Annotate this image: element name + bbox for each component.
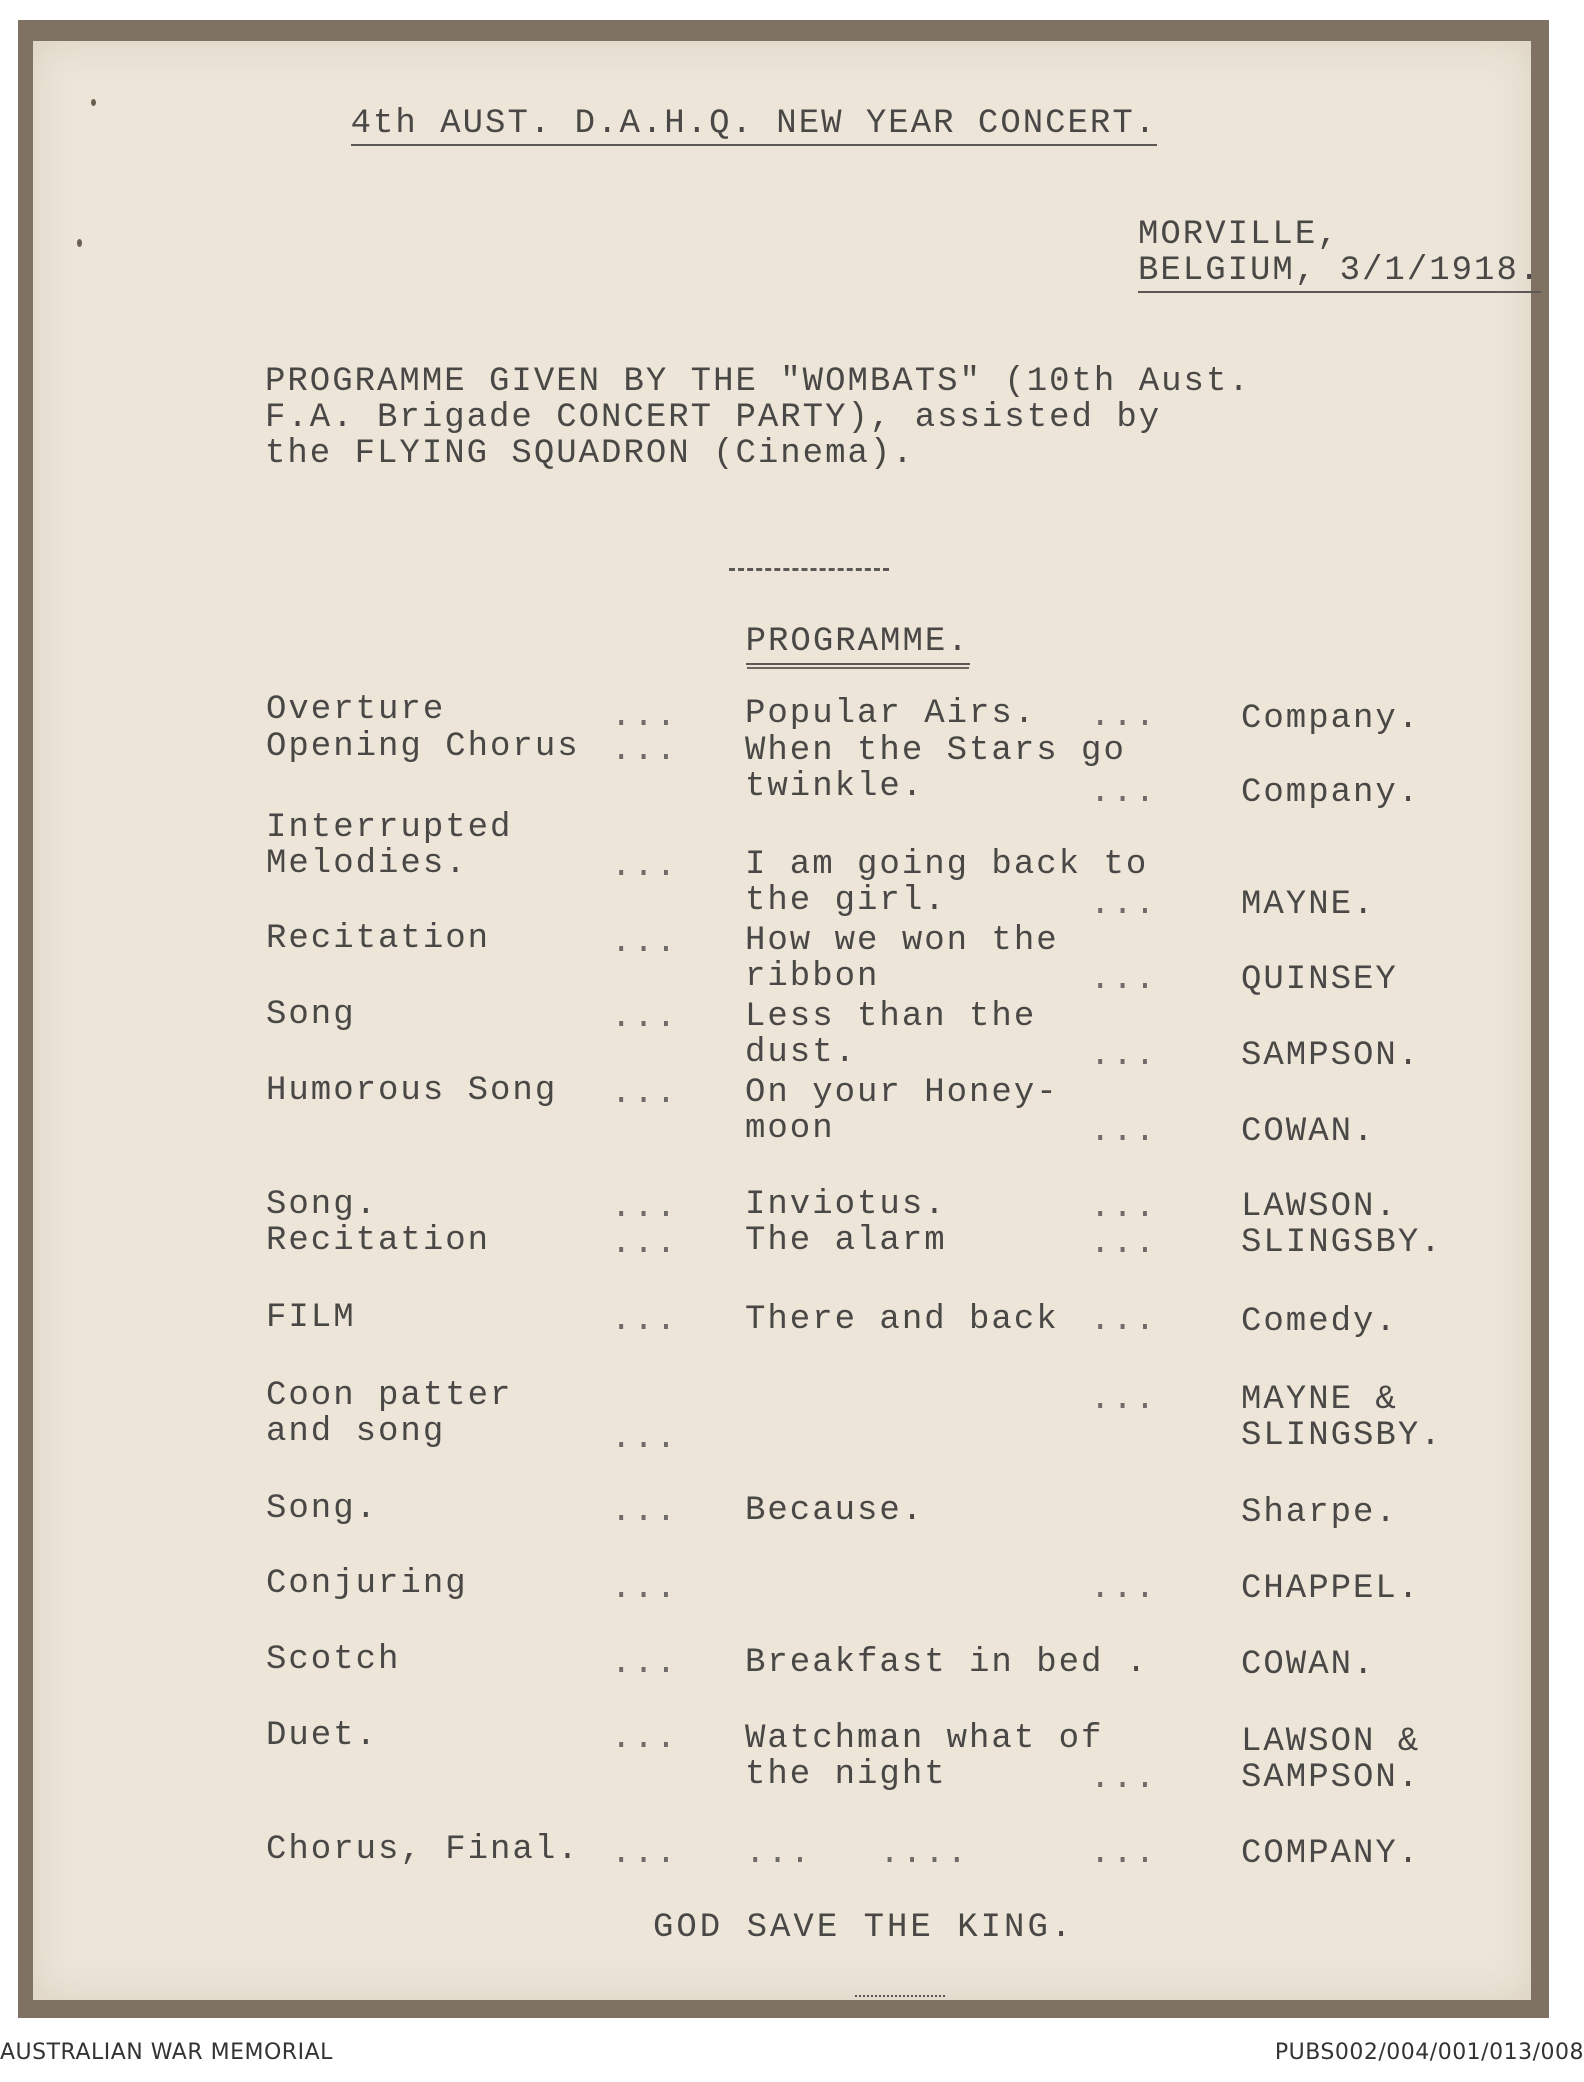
piece-title: When the Stars go xyxy=(745,732,1126,770)
place-line: MORVILLE, xyxy=(1138,216,1340,254)
piece-title: Popular Airs. xyxy=(745,695,1037,733)
leader-dots: ... xyxy=(1090,1760,1158,1798)
piece-title: ... .... xyxy=(745,1835,970,1873)
piece-title: On your Honey- xyxy=(745,1074,1059,1112)
piece-title: The alarm xyxy=(745,1222,947,1260)
item-name: FILM xyxy=(266,1299,356,1337)
performer: SAMPSON. xyxy=(1241,1759,1421,1797)
performer: LAWSON & xyxy=(1241,1723,1421,1761)
leader-dots: ... xyxy=(1090,1570,1158,1608)
intro-line-2: F.A. Brigade CONCERT PARTY), assisted by xyxy=(265,399,1162,437)
leader-dots: ... xyxy=(611,1189,679,1227)
piece-title: twinkle. xyxy=(745,768,925,806)
leader-dots: ... xyxy=(611,999,679,1037)
leader-dots: ... xyxy=(1090,698,1158,736)
leader-dots: ... xyxy=(611,1493,679,1531)
performer: LAWSON. xyxy=(1241,1188,1398,1226)
piece-title: moon xyxy=(745,1110,835,1148)
performer: COMPANY. xyxy=(1241,1835,1421,1873)
item-name: Scotch xyxy=(266,1641,401,1679)
leader-dots: ... xyxy=(1090,1225,1158,1263)
item-name: Humorous Song xyxy=(266,1072,558,1110)
performer: Company. xyxy=(1241,774,1421,812)
item-name: Song. xyxy=(266,1186,379,1224)
performer: COWAN. xyxy=(1241,1646,1376,1684)
intro-line-3: the FLYING SQUADRON (Cinema). xyxy=(265,435,915,473)
piece-title: Because. xyxy=(745,1492,925,1530)
item-name: and song xyxy=(266,1413,446,1451)
leader-dots: ... xyxy=(611,1835,679,1873)
concert-heading: 4th AUST. D.A.H.Q. NEW YEAR CONCERT. xyxy=(261,69,1157,180)
leader-dots: ... xyxy=(611,924,679,962)
leader-dots: ... xyxy=(1090,1302,1158,1340)
piece-title: dust. xyxy=(745,1034,858,1072)
leader-dots: ... xyxy=(1090,774,1158,812)
leader-dots: ... xyxy=(1090,1189,1158,1227)
item-name: Interrupted xyxy=(266,809,513,847)
footer-institution: AUSTRALIAN WAR MEMORIAL xyxy=(0,2040,333,2065)
leader-dots: ... xyxy=(611,848,679,886)
leader-dots: ... xyxy=(611,1302,679,1340)
leader-dots: ... xyxy=(611,732,679,770)
item-name: Coon patter xyxy=(266,1377,513,1415)
date-line: BELGIUM, 3/1/1918. xyxy=(1138,253,1541,290)
piece-title: Inviotus. xyxy=(745,1186,947,1224)
item-name: Recitation xyxy=(266,1222,491,1260)
closing-anthem: GOD SAVE THE KING. xyxy=(653,1909,1075,1947)
leader-dots: ... xyxy=(1090,1037,1158,1075)
item-name: Chorus, Final. xyxy=(266,1831,580,1869)
leader-dots: ... xyxy=(1090,961,1158,999)
piece-title: I am going back to xyxy=(745,846,1149,884)
piece-title: Less than the xyxy=(745,998,1037,1036)
performer: CHAPPEL. xyxy=(1241,1570,1421,1608)
item-name: Song. xyxy=(266,1490,379,1528)
intro-line-1: PROGRAMME GIVEN BY THE "WOMBATS" (10th Aust. xyxy=(265,363,1251,401)
performer: MAYNE & xyxy=(1241,1381,1398,1419)
item-name: Overture xyxy=(266,691,446,729)
performer: Company. xyxy=(1241,700,1421,738)
piece-title: the night xyxy=(745,1756,947,1794)
piece-title: ribbon xyxy=(745,958,880,996)
leader-dots: ... xyxy=(611,1645,679,1683)
item-name: Opening Chorus xyxy=(266,728,580,766)
performer: SLINGSBY. xyxy=(1241,1224,1443,1262)
leader-dots: ... xyxy=(1090,1113,1158,1151)
leader-dots: ... xyxy=(611,1225,679,1263)
leader-dots: ... xyxy=(611,1075,679,1113)
leader-dots: ... xyxy=(1090,1381,1158,1419)
item-name: Duet. xyxy=(266,1717,379,1755)
paper-speck xyxy=(91,99,96,106)
piece-title: the girl. xyxy=(745,882,947,920)
performer: Comedy. xyxy=(1241,1303,1398,1341)
footer-reference: PUBS002/004/001/013/008 xyxy=(1274,2040,1584,2065)
programme-sheet xyxy=(33,41,1542,2000)
leader-dots: ... xyxy=(1090,886,1158,924)
performer: QUINSEY xyxy=(1241,961,1398,999)
item-name: Conjuring xyxy=(266,1565,468,1603)
performer: SLINGSBY. xyxy=(1241,1417,1443,1455)
item-name: Recitation xyxy=(266,920,491,958)
performer: COWAN. xyxy=(1241,1113,1376,1151)
performer: MAYNE. xyxy=(1241,886,1376,924)
item-name: Song xyxy=(266,996,356,1034)
section-title: PROGRAMME. xyxy=(656,587,970,698)
performer: Sharpe. xyxy=(1241,1494,1398,1532)
leader-dots: ... xyxy=(611,1570,679,1608)
piece-title: Watchman what of xyxy=(745,1720,1104,1758)
separator-rule xyxy=(729,568,889,571)
leader-dots: ... xyxy=(611,1420,679,1458)
piece-title: There and back xyxy=(745,1301,1059,1339)
piece-title: Breakfast in bed . xyxy=(745,1644,1149,1682)
leader-dots: ... xyxy=(611,698,679,736)
performer: SAMPSON. xyxy=(1241,1037,1421,1075)
paper-speck xyxy=(77,239,82,247)
leader-dots: ... xyxy=(611,1720,679,1758)
leader-dots: ... xyxy=(1090,1835,1158,1873)
piece-title: How we won the xyxy=(745,922,1059,960)
bottom-mark xyxy=(855,1995,945,2001)
item-name: Melodies. xyxy=(266,845,468,883)
